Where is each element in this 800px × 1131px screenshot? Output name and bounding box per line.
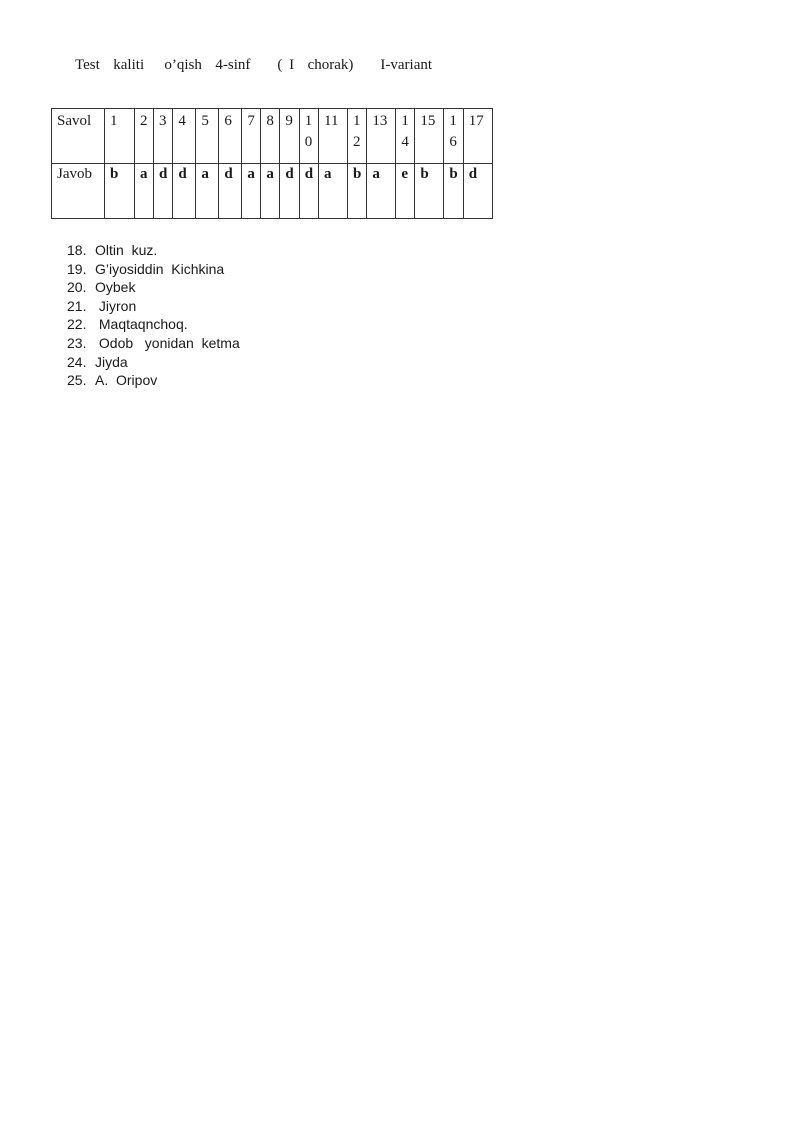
item-number: 22. (67, 316, 87, 333)
question-cell: 15 (415, 109, 444, 164)
answer-cell: b (348, 164, 367, 219)
question-row-label: Savol (52, 109, 105, 164)
item-text: Oltin kuz. (95, 242, 158, 258)
item-number: 20. (67, 279, 87, 296)
list-item (67, 371, 240, 390)
question-row (52, 109, 493, 164)
answer-list (67, 241, 240, 390)
item-number: 18. (67, 242, 87, 258)
answer-cell: a (261, 164, 280, 219)
item-number: 24. (67, 353, 87, 370)
list-item (67, 278, 240, 297)
answer-cell: d (173, 164, 196, 219)
answer-cell: b (444, 164, 463, 219)
item-text: Oybek (95, 279, 136, 296)
item-number: 25. (67, 372, 87, 389)
answer-cell: d (219, 164, 242, 219)
answer-cell: a (135, 164, 154, 219)
question-cell: 9 (280, 109, 299, 164)
question-cell: 8 (261, 109, 280, 164)
question-cell: 4 (173, 109, 196, 164)
list-item (67, 353, 240, 372)
question-cell: 6 (219, 109, 242, 164)
question-cell: 13 (367, 109, 396, 164)
item-text: Jiyda (95, 353, 128, 370)
question-cell: 16 (444, 109, 463, 164)
answer-cell: b (105, 164, 135, 219)
item-number: 21. (67, 297, 87, 314)
question-cell: 12 (348, 109, 367, 164)
page-title: Test kaliti o’qish 4-sinf ( I chorak) I-variant (75, 57, 433, 73)
question-cell: 3 (154, 109, 173, 164)
answer-cell: a (319, 164, 348, 219)
item-text: Maqtaqnchoq. (95, 316, 188, 333)
list-item (67, 241, 240, 260)
question-cell: 17 (463, 109, 492, 164)
answer-cell: e (396, 164, 415, 219)
question-cell: 7 (242, 109, 261, 164)
answer-cell: d (299, 164, 318, 219)
list-item (67, 260, 240, 279)
question-cell: 1 (105, 109, 135, 164)
list-item (67, 315, 240, 334)
answer-row (52, 164, 493, 219)
item-text: A. Oripov (95, 372, 158, 389)
answer-cell: b (415, 164, 444, 219)
answer-cell: a (242, 164, 261, 219)
list-item (67, 334, 240, 353)
question-cell: 10 (299, 109, 318, 164)
item-number: 19. (67, 260, 87, 277)
answer-key-table (51, 108, 493, 219)
question-cell: 5 (196, 109, 219, 164)
answer-cell: d (154, 164, 173, 219)
question-cell: 2 (135, 109, 154, 164)
answer-row-label: Javob (52, 164, 105, 219)
question-cell: 11 (319, 109, 348, 164)
answer-cell: d (280, 164, 299, 219)
answer-cell: a (196, 164, 219, 219)
list-item (67, 297, 240, 316)
question-cell: 14 (396, 109, 415, 164)
item-text: G’iyosiddin Kichkina (95, 260, 225, 277)
item-text: Jiyron (95, 297, 137, 314)
answer-cell: d (463, 164, 492, 219)
item-text: Odob yonidan ketma (95, 334, 240, 351)
item-number: 23. (67, 334, 87, 351)
answer-cell: a (367, 164, 396, 219)
